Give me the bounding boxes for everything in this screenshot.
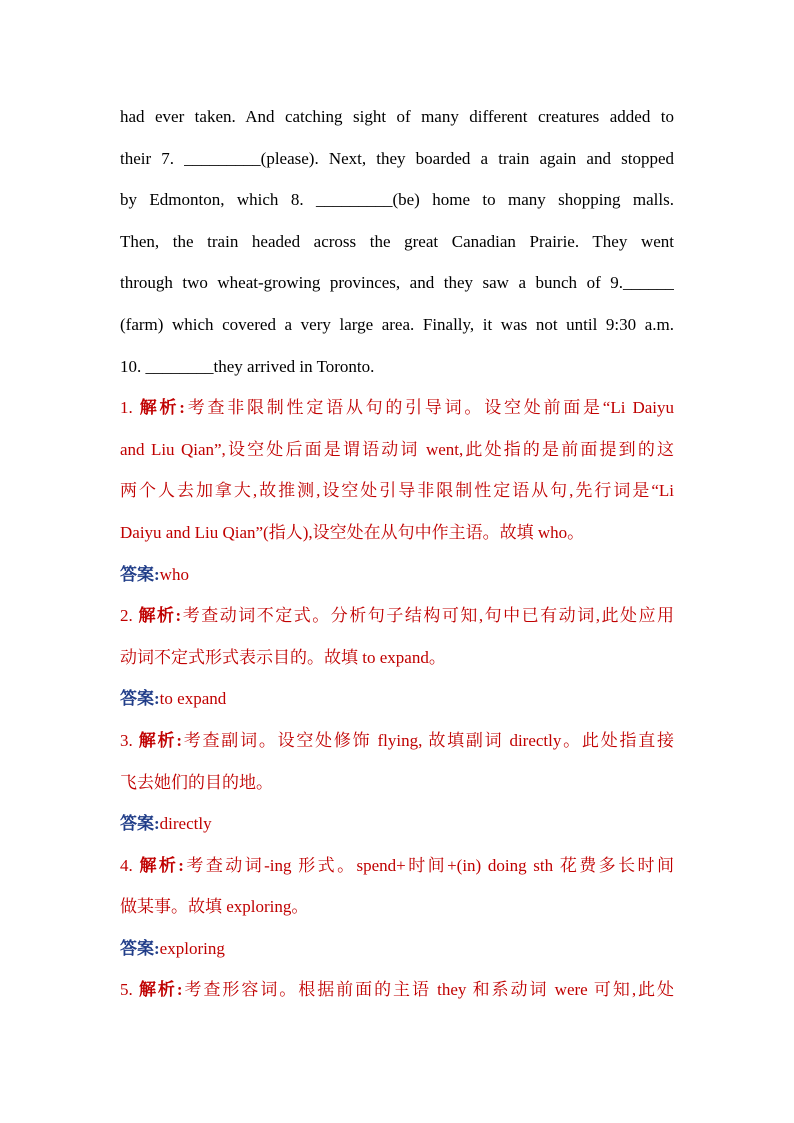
question-number: 2.	[120, 606, 133, 626]
answer-value: exploring	[159, 938, 225, 958]
passage-line: by Edmonton, which 8. _________(be) home to many shopping malls.	[120, 190, 674, 210]
explanation-text: and Liu Qian”,设空处后面是谓语动词 went,此处指的是前面提到的这	[120, 439, 674, 459]
passage-line: through two wheat-growing provinces, and they saw a bunch of 9.______	[120, 273, 674, 293]
answer-value: to expand	[159, 689, 227, 709]
answer-row	[120, 803, 674, 845]
answer-row	[120, 554, 674, 596]
explanation-text: 考查形容词。根据前面的主语 they 和系动词 were 可知,此处	[182, 980, 674, 1000]
explanation-label: 解析:	[138, 730, 182, 750]
explanation-3	[120, 720, 674, 845]
explanation-label: 解析:	[139, 855, 184, 875]
explanation-label: 解析:	[138, 980, 183, 1000]
answer-row	[120, 678, 674, 720]
passage-line: 10. ________they arrived in Toronto.	[120, 356, 375, 376]
explanation-2	[120, 595, 674, 720]
passage	[120, 96, 674, 387]
passage-line: their 7. _________(please). Next, they boarded a train again and stopped	[120, 148, 674, 168]
explanation-text: 两个人去加拿大,故推测,设空处引导非限制性定语从句,先行词是“Li	[120, 481, 674, 501]
question-number: 3.	[120, 730, 133, 750]
answer-value: who	[159, 564, 189, 584]
answer-label: 答案:	[120, 689, 160, 709]
explanation-text: 动词不定式形式表示目的。故填 to expand。	[120, 647, 446, 667]
answer-value: directly	[159, 814, 212, 834]
explanation-text: 做某事。故填 exploring。	[120, 897, 309, 917]
explanation-label: 解析:	[138, 606, 182, 626]
question-number: 1.	[120, 398, 133, 418]
explanation-text: 考查动词不定式。分析句子结构可知,句中已有动词,此处应用	[181, 606, 674, 626]
passage-line: Then, the train headed across the great Canadian Prairie. They went	[120, 231, 674, 251]
answer-row	[120, 928, 674, 970]
explanation-1	[120, 387, 674, 595]
document-page	[120, 96, 674, 1011]
passage-line: (farm) which covered a very large area. Finally, it was not until 9:30 a.m.	[120, 314, 674, 334]
answer-label: 答案:	[120, 814, 160, 834]
explanation-text: 考查动词-ing 形式。spend+时间+(in) doing sth 花费多长时间	[183, 855, 674, 875]
question-number: 5.	[120, 980, 133, 1000]
explanation-label: 解析:	[139, 398, 185, 418]
explanation-text: 考查非限制性定语从句的引导词。设空处前面是“Li Daiyu	[184, 398, 674, 418]
question-number: 4.	[120, 855, 133, 875]
explanation-5	[120, 969, 674, 1011]
explanation-text: 飞去她们的目的地。	[120, 772, 273, 792]
passage-line: had ever taken. And catching sight of many different creatures added to	[120, 107, 674, 126]
answer-label: 答案:	[120, 564, 160, 584]
explanation-text: Daiyu and Liu Qian”(指人),设空处在从句中作主语。故填 who。	[120, 522, 585, 542]
explanation-4	[120, 845, 674, 970]
explanation-text: 考查副词。设空处修饰 flying, 故填副词 directly。此处指直接	[181, 730, 674, 750]
answer-label: 答案:	[120, 938, 160, 958]
